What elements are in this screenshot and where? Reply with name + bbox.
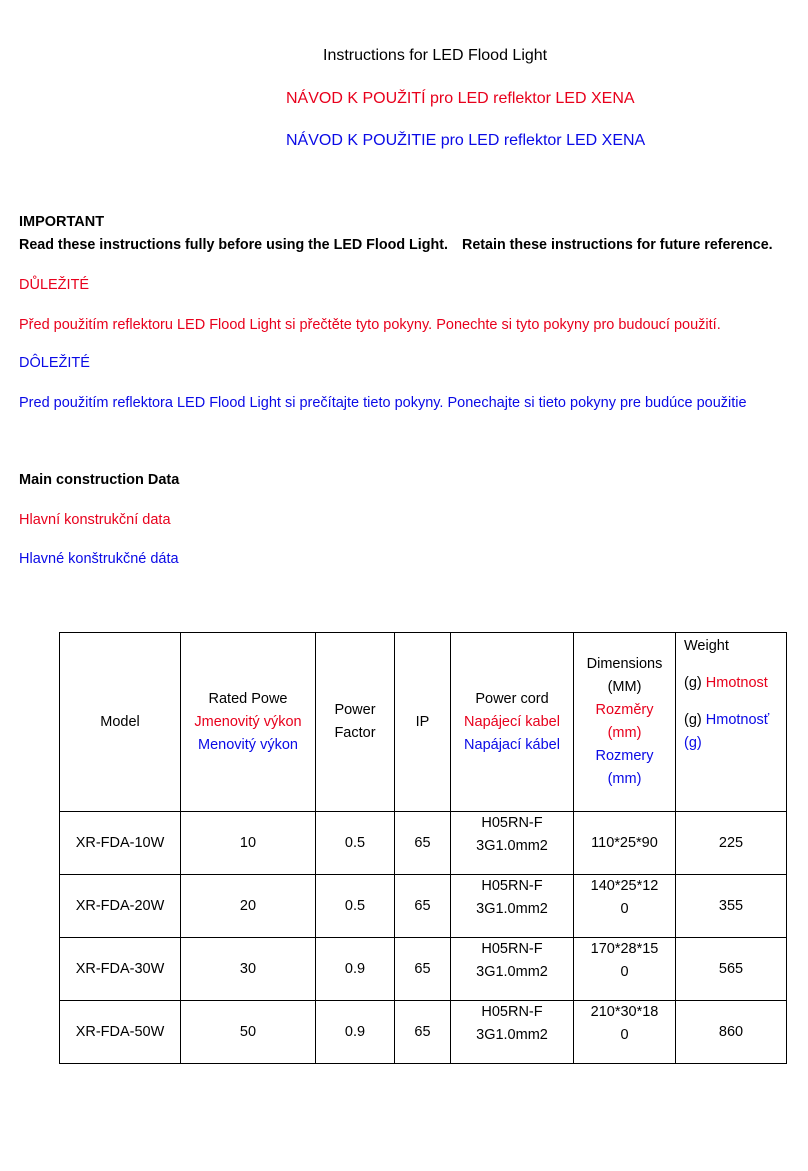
important-sk-text: Pred použitím reflektora LED Flood Light si prečítajte tieto pokyny. Ponechajte si tieto pokyny pre budúce použitie bbox=[19, 395, 747, 411]
cell-pf: 0.9 bbox=[316, 938, 395, 1001]
cell-cord: H05RN-F 3G1.0mm2 bbox=[451, 938, 574, 1001]
cell-model: XR-FDA-20W bbox=[60, 875, 181, 938]
cell-ip: 65 bbox=[395, 812, 451, 875]
important-heading: IMPORTANT bbox=[19, 214, 105, 230]
cell-ip: 65 bbox=[395, 875, 451, 938]
cell-dimensions: 170*28*15 0 bbox=[574, 938, 676, 1001]
cell-cord: H05RN-F 3G1.0mm2 bbox=[451, 1001, 574, 1064]
cell-cord: H05RN-F 3G1.0mm2 bbox=[451, 875, 574, 938]
important-cz-text: Před použitím reflektoru LED Flood Light si přečtěte tyto pokyny. Ponechte si tyto pokyny pro budoucí použití. bbox=[19, 317, 721, 333]
cell-power: 50 bbox=[181, 1001, 316, 1064]
cell-pf: 0.5 bbox=[316, 812, 395, 875]
important-text-b: Retain these instructions for future reference. bbox=[462, 237, 773, 253]
cell-weight: 225 bbox=[676, 812, 787, 875]
cell-model: XR-FDA-10W bbox=[60, 812, 181, 875]
header-power-cord: Power cord Napájecí kabel Napájací kábel bbox=[451, 633, 574, 812]
cell-weight: 565 bbox=[676, 938, 787, 1001]
table-row bbox=[60, 812, 787, 875]
cell-dimensions: 140*25*12 0 bbox=[574, 875, 676, 938]
header-rated-power: Rated Powe Jmenovitý výkon Menovitý výkon bbox=[181, 633, 316, 812]
header-dimensions: Dimensions (MM) Rozměry (mm) Rozmery (mm) bbox=[574, 633, 676, 812]
cell-ip: 65 bbox=[395, 1001, 451, 1064]
header-ip: IP bbox=[395, 633, 451, 812]
cell-power: 20 bbox=[181, 875, 316, 938]
header-power-factor: Power Factor bbox=[316, 633, 395, 812]
table-row bbox=[60, 938, 787, 1001]
table-header-row bbox=[60, 633, 787, 812]
cell-model: XR-FDA-30W bbox=[60, 938, 181, 1001]
cell-ip: 65 bbox=[395, 938, 451, 1001]
cell-dimensions: 110*25*90 bbox=[574, 812, 676, 875]
header-model: Model bbox=[60, 633, 181, 812]
construction-heading-cz: Hlavní konstrukční data bbox=[19, 512, 171, 528]
important-sk-heading: DÔLEŽITÉ bbox=[19, 355, 90, 371]
spec-table bbox=[59, 632, 787, 1064]
important-cz-heading: DŮLEŽITÉ bbox=[19, 277, 90, 293]
cell-pf: 0.5 bbox=[316, 875, 395, 938]
cell-power: 30 bbox=[181, 938, 316, 1001]
title-sk: NÁVOD K POUŽITIE pro LED reflektor LED XENA bbox=[286, 132, 646, 149]
header-weight: Weight (g) Hmotnost (g) Hmotnosť (g) bbox=[676, 633, 787, 812]
cell-weight: 860 bbox=[676, 1001, 787, 1064]
construction-heading-sk: Hlavné konštrukčné dáta bbox=[19, 551, 179, 567]
title-en: Instructions for LED Flood Light bbox=[323, 47, 548, 64]
title-cz: NÁVOD K POUŽITÍ pro LED reflektor LED XENA bbox=[286, 90, 635, 107]
construction-heading-en: Main construction Data bbox=[19, 472, 180, 488]
table-row bbox=[60, 1001, 787, 1064]
cell-power: 10 bbox=[181, 812, 316, 875]
cell-weight: 355 bbox=[676, 875, 787, 938]
important-text-a: Read these instructions fully before using the LED Flood Light. bbox=[19, 237, 448, 253]
cell-cord: H05RN-F 3G1.0mm2 bbox=[451, 812, 574, 875]
cell-pf: 0.9 bbox=[316, 1001, 395, 1064]
table-row bbox=[60, 875, 787, 938]
cell-dimensions: 210*30*18 0 bbox=[574, 1001, 676, 1064]
cell-model: XR-FDA-50W bbox=[60, 1001, 181, 1064]
